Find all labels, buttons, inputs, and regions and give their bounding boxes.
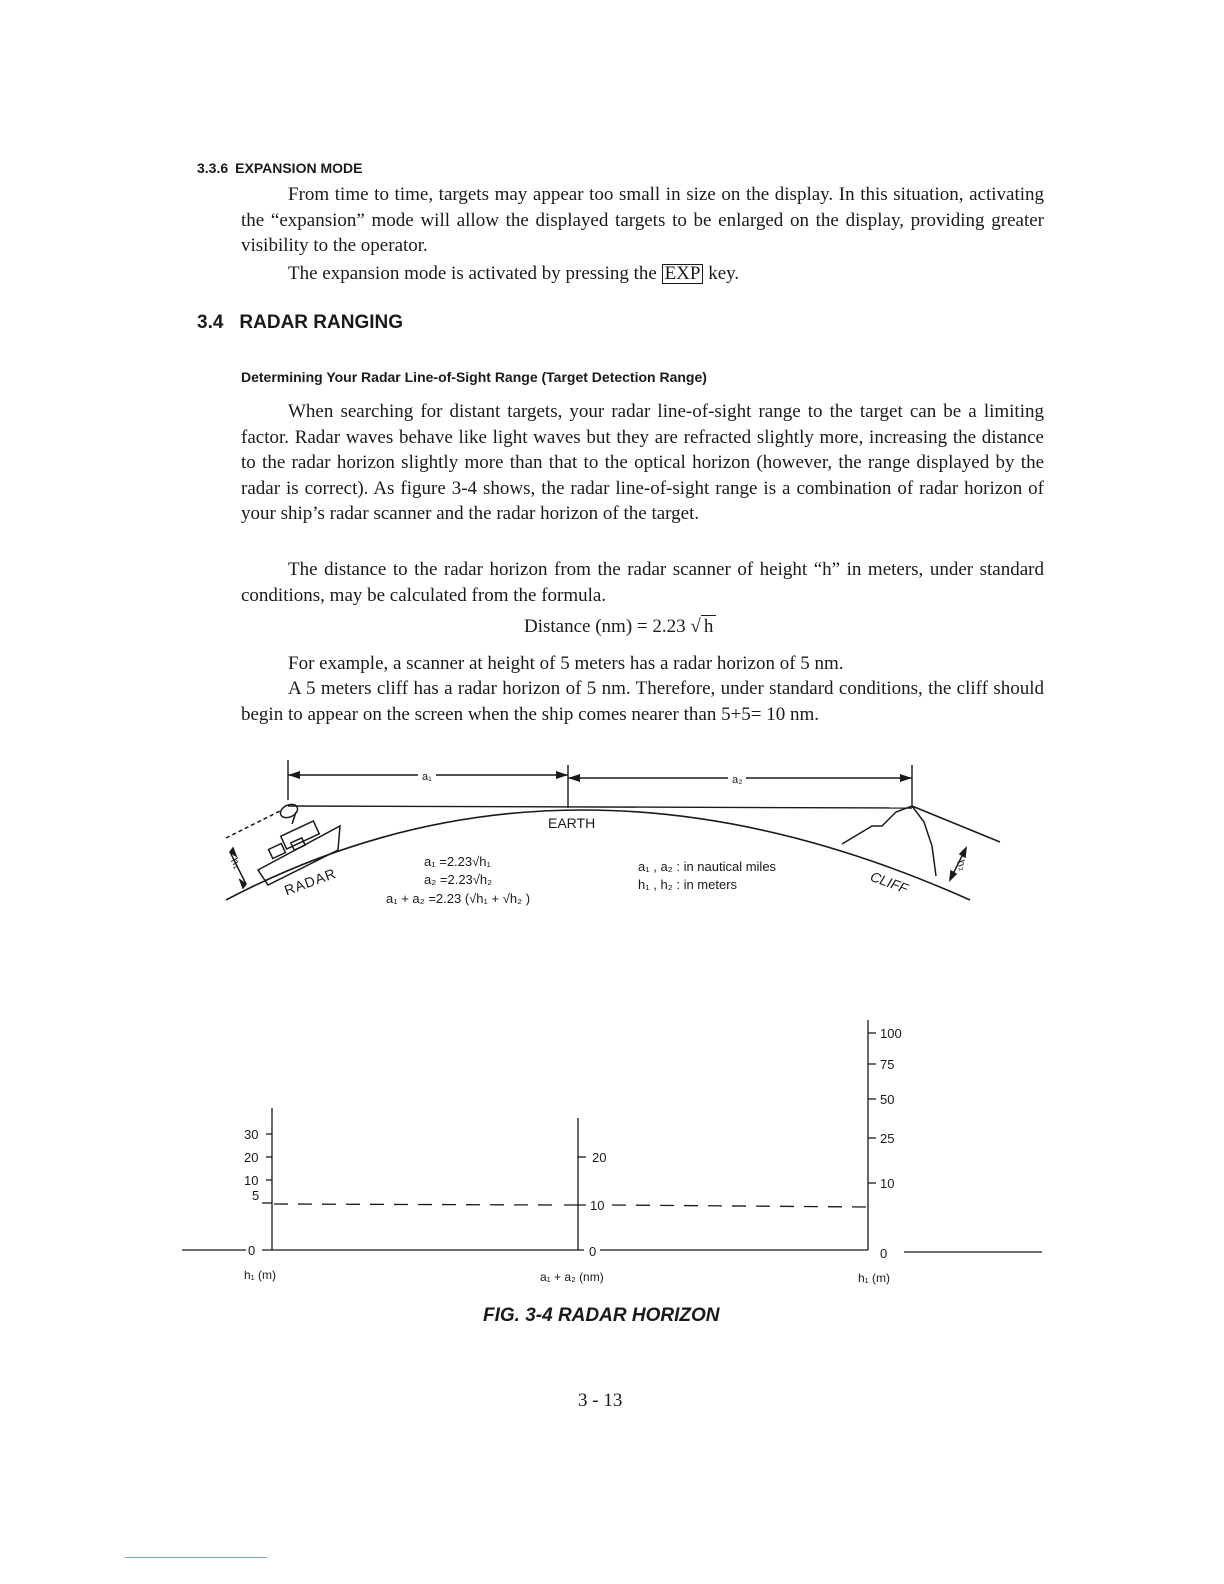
line-of-sight-subheading: Determining Your Radar Line-of-Sight Range (Target Detection Range) (241, 369, 707, 385)
unit-note-m: h₁ , h₂ : in meters (638, 877, 738, 892)
arrowheads (288, 771, 912, 782)
formula-radicand: h (701, 615, 717, 637)
right-tick-50: 50 (880, 1092, 895, 1107)
cliff-icon (842, 806, 1000, 880)
earth-label: EARTH (548, 815, 596, 831)
left-axis-label: h₁ (m) (244, 1268, 277, 1282)
h2-label: h₂ (954, 858, 969, 873)
unit-note-nm: a₁ , a₂ : in nautical miles (638, 859, 777, 874)
earth-curve (226, 810, 970, 900)
middle-axis-label: a₁ + a₂ (nm) (540, 1270, 604, 1284)
left-tick-10: 10 (244, 1173, 259, 1188)
a2-label: a₂ (732, 774, 743, 786)
nomogram-tick-labels (244, 1026, 902, 1285)
expansion-text-before-key: The expansion mode is activated by pressing the (288, 263, 657, 284)
cliff-label: CLIFF (868, 868, 911, 897)
equation-sum: a₁ + a₂ =2.23 (√h₁ + √h₂ ) (386, 891, 531, 906)
h1-label: h₁ (227, 856, 244, 871)
ranging-text-3: For example, a scanner at height of 5 meters has a radar horizon of 5 nm. (288, 653, 844, 674)
footer-rule (125, 1557, 267, 1558)
formula-text: Distance (nm) = 2.23 (524, 616, 686, 637)
ranging-text-1: When searching for distant targets, your radar line-of-sight range to the target can be a limiting factor. Radar waves behave like light waves but they are refracted slightly more, increasing the distance to the radar horizon slightly more than that to the optical horizon (however, the range displayed by the radar is correct). As figure 3-4 shows, the radar line-of-sight range is a combination of radar horizon of your ship’s radar scanner and the radar horizon of the target. (241, 401, 1044, 524)
sqrt-sign: √ (690, 616, 701, 637)
section-title: EXPANSION MODE (235, 160, 363, 176)
expansion-text: From time to time, targets may appear too small in size on the display. In this situation, activating the “expansion” mode will allow the displayed targets to be enlarged on the display, providing greater visibility to the operator. (241, 184, 1044, 256)
left-tick-5: 5 (252, 1188, 260, 1203)
exp-key: EXP (662, 264, 704, 284)
ranging-text-2: The distance to the radar horizon from the radar scanner of height “h” in meters, under standard conditions, may be calculated from the formula. (241, 559, 1044, 606)
ranging-text-4: A 5 meters cliff has a radar horizon of 5 nm. Therefore, under standard conditions, the cliff should begin to appear on the screen when the ship comes nearer than 5+5= 10 nm. (241, 678, 1044, 725)
right-axis-label: h₁ (m) (858, 1271, 891, 1285)
left-tick-30: 30 (244, 1127, 259, 1142)
nomogram (182, 1020, 1042, 1252)
right-tick-0: 0 (880, 1246, 888, 1261)
right-tick-100: 100 (880, 1026, 902, 1041)
equation-a1: a₁ =2.23√h₁ (424, 854, 491, 869)
a1-label: a₁ (422, 771, 432, 783)
section-number: 3.3.6 (197, 160, 229, 176)
dimension-lines (288, 760, 912, 808)
equation-a2: a₂ =2.23√h₂ (424, 872, 493, 887)
figure-caption: FIG. 3-4 RADAR HORIZON (483, 1305, 720, 1326)
right-tick-25: 25 (880, 1131, 895, 1146)
middle-tick-10: 10 (590, 1198, 605, 1213)
right-tick-10: 10 (880, 1176, 895, 1191)
page-number: 3 - 13 (578, 1390, 623, 1411)
left-tick-0: 0 (248, 1243, 256, 1258)
middle-tick-20: 20 (592, 1150, 607, 1165)
section-title: RADAR RANGING (239, 312, 404, 333)
middle-tick-0: 0 (589, 1244, 597, 1259)
section-number: 3.4 (197, 312, 224, 333)
right-tick-75: 75 (880, 1057, 895, 1072)
radar-label: RADAR (282, 864, 339, 899)
expansion-text-after-key: key. (708, 263, 740, 284)
left-tick-20: 20 (244, 1150, 259, 1165)
